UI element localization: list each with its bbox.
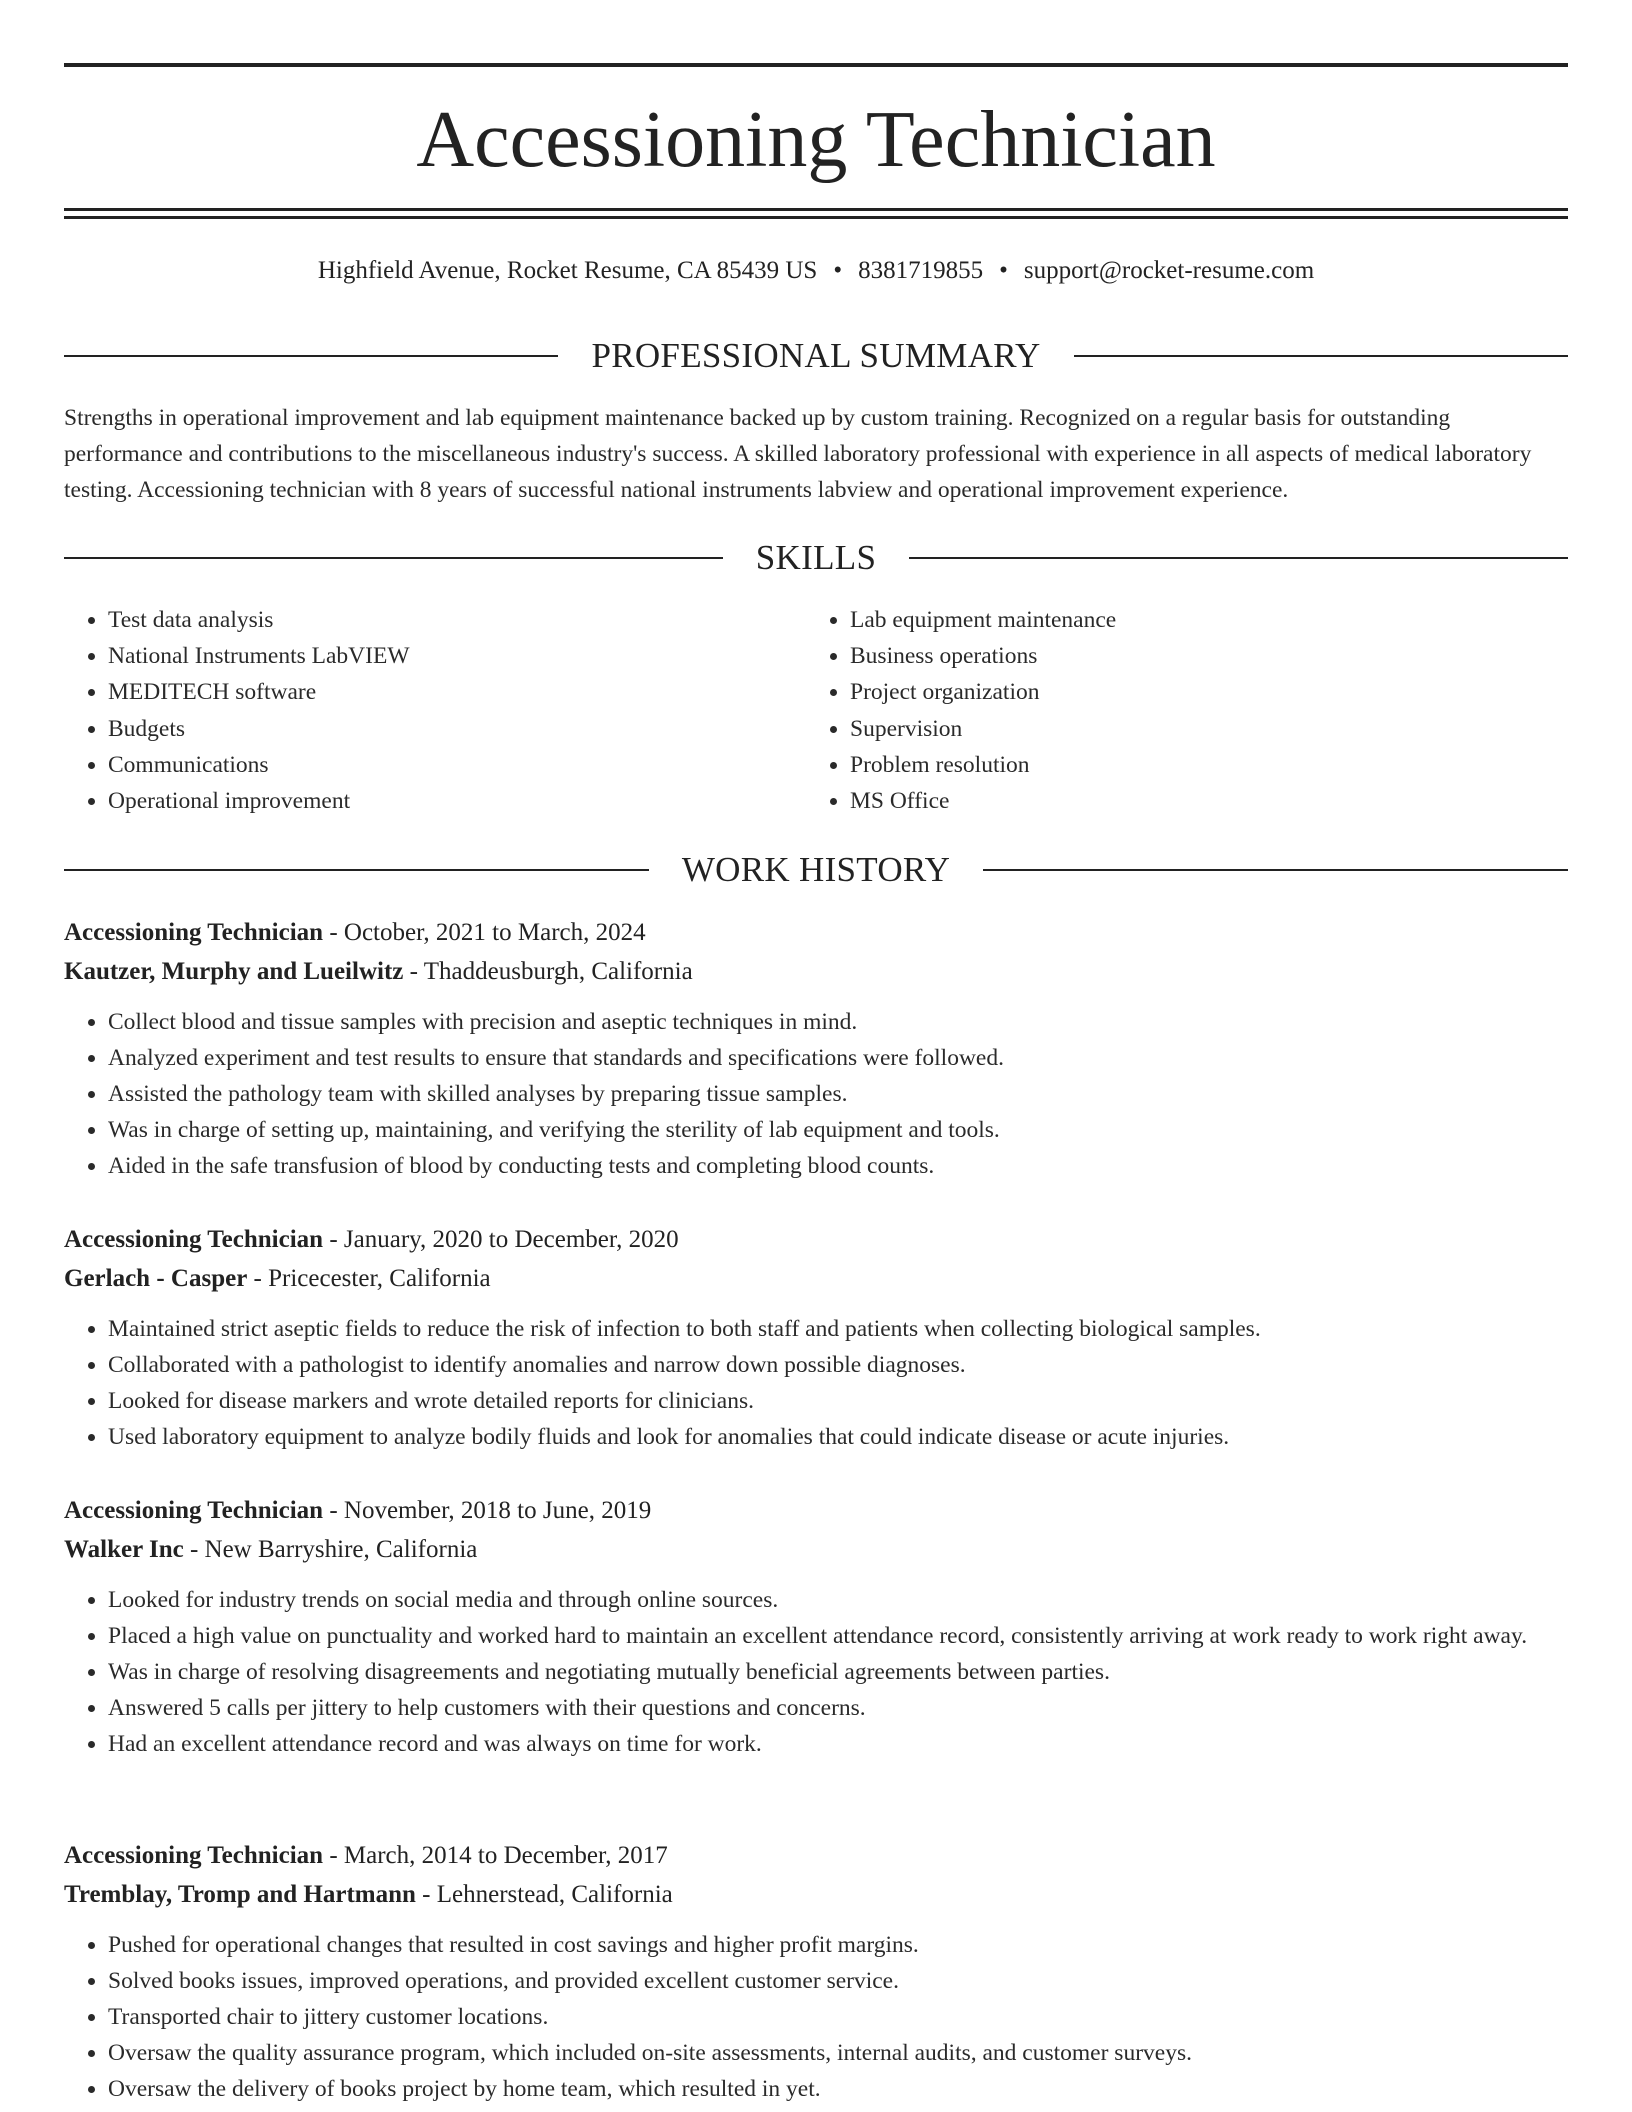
job-company: Tremblay, Tromp and Hartmann xyxy=(64,1881,416,1908)
job-bullet: • Looked for disease markers and wrote detailed reports for clinicians. xyxy=(108,1383,1568,1419)
skill-item: • Supervision xyxy=(850,711,1548,747)
job-bullet: • Analyzed experiment and test results to ensure that standards and specifications were followed. xyxy=(108,1040,1568,1076)
contact-phone: 8381719855 xyxy=(858,257,984,284)
job-entry xyxy=(64,1491,1568,1762)
contact-email: support@rocket-resume.com xyxy=(1023,257,1315,284)
job-title-line xyxy=(64,1836,1568,1875)
skill-item: • MS Office xyxy=(850,783,1548,819)
skill-item: • Communications xyxy=(108,747,806,783)
job-bullet: • Was in charge of resolving disagreements and negotiating mutually beneficial agreements between parties. xyxy=(108,1654,1568,1690)
job-bullet: • Used laboratory equipment to analyze bodily fluids and look for anomalies that could indicate disease or acute injuries. xyxy=(108,1419,1568,1455)
resume-name: Accessioning Technician xyxy=(416,96,1216,184)
job-bullet: • Oversaw the quality assurance program, which included on-site assessments, internal audits, and customer surveys. xyxy=(108,2035,1568,2071)
contact-address: Highfield Avenue, Rocket Resume, CA 85439 US xyxy=(317,257,818,284)
summary-text: Strengths in operational improvement and lab equipment maintenance backed up by custom training. Recognized on a regular basis for outstanding performance and contributions to the miscellaneous industry's success. A skilled laboratory professional with experience in all aspects of medical laboratory testing. Accessioning technician with 8 years of successful national instruments labview and operational improvement experience. xyxy=(64,405,1532,503)
job-bullets xyxy=(64,1311,1568,1455)
job-location: - Thaddeusburgh, California xyxy=(403,958,693,985)
job-dates: - October, 2021 to March, 2024 xyxy=(323,919,646,946)
job-company-line xyxy=(64,1259,1568,1298)
job-bullet: • Looked for industry trends on social media and through online sources. xyxy=(108,1582,1568,1618)
skill-item: • Operational improvement xyxy=(108,783,806,819)
heading-rule-right xyxy=(1074,355,1568,357)
skill-item: • Budgets xyxy=(108,711,806,747)
skill-item: • Problem resolution xyxy=(850,747,1548,783)
skill-item: • Test data analysis xyxy=(108,602,806,638)
skills-column-right xyxy=(806,602,1548,819)
job-entry xyxy=(64,913,1568,1184)
job-bullets xyxy=(64,1582,1568,1762)
work-history-heading xyxy=(64,848,1568,892)
job-bullet: • Pushed for operational changes that resulted in cost savings and higher profit margins. xyxy=(108,1927,1568,1963)
job-title: Accessioning Technician xyxy=(64,919,324,946)
job-bullet: • Collaborated with a pathologist to identify anomalies and narrow down possible diagnoses. xyxy=(108,1347,1568,1383)
job-dates: - January, 2020 to December, 2020 xyxy=(323,1226,679,1253)
job-bullet: • Had an excellent attendance record and was always on time for work. xyxy=(108,1726,1568,1762)
job-bullets xyxy=(64,1927,1568,2107)
top-rule xyxy=(64,63,1568,67)
double-rule-lower xyxy=(64,216,1568,219)
contact-line xyxy=(64,254,1568,288)
skill-item: • MEDITECH software xyxy=(108,674,806,710)
job-dates: - November, 2018 to June, 2019 xyxy=(323,1497,652,1524)
job-title-line xyxy=(64,1491,1568,1530)
job-bullet: • Solved books issues, improved operations, and provided excellent customer service. xyxy=(108,1963,1568,1999)
job-title: Accessioning Technician xyxy=(64,1226,324,1253)
job-company: Walker Inc xyxy=(64,1536,184,1563)
job-bullet: • Assisted the pathology team with skilled analyses by preparing tissue samples. xyxy=(108,1076,1568,1112)
job-title: Accessioning Technician xyxy=(64,1497,324,1524)
skill-item: • Project organization xyxy=(850,674,1548,710)
job-bullet: • Maintained strict aseptic fields to reduce the risk of infection to both staff and patients when collecting biological samples. xyxy=(108,1311,1568,1347)
skill-item: • Business operations xyxy=(850,638,1548,674)
job-location: - New Barryshire, California xyxy=(183,1536,478,1563)
skill-item: • National Instruments LabVIEW xyxy=(108,638,806,674)
job-bullet: • Transported chair to jittery customer locations. xyxy=(108,1999,1568,2035)
job-title: Accessioning Technician xyxy=(64,1842,324,1869)
job-company-line xyxy=(64,952,1568,991)
job-bullet: • Aided in the safe transfusion of blood by conducting tests and completing blood counts. xyxy=(108,1148,1568,1184)
double-rule-upper xyxy=(64,208,1568,211)
job-bullet: • Oversaw the delivery of books project by home team, which resulted in yet. xyxy=(108,2071,1568,2107)
heading-rule-right xyxy=(909,557,1568,559)
contact-separator: • xyxy=(999,257,1008,284)
work-history-heading-text: WORK HISTORY xyxy=(681,850,951,889)
heading-rule-right xyxy=(983,869,1568,871)
skills-list xyxy=(64,602,1568,819)
job-location: - Pricecester, California xyxy=(247,1265,491,1292)
skills-column-left xyxy=(64,602,806,819)
contact-separator: • xyxy=(833,257,843,284)
heading-rule-left xyxy=(64,355,558,357)
job-title-line xyxy=(64,1220,1568,1259)
job-bullets xyxy=(64,1004,1568,1184)
job-bullet: • Placed a high value on punctuality and worked hard to maintain an excellent attendance record, consistently arriving at work ready to work right away. xyxy=(108,1618,1568,1654)
skill-item: • Lab equipment maintenance xyxy=(850,602,1548,638)
job-entry xyxy=(64,1220,1568,1455)
job-title-line xyxy=(64,913,1568,952)
job-bullet: • Answered 5 calls per jittery to help customers with their questions and concerns. xyxy=(108,1690,1568,1726)
job-dates: - March, 2014 to December, 2017 xyxy=(323,1842,668,1869)
job-bullet: • Was in charge of setting up, maintaining, and verifying the sterility of lab equipment and tools. xyxy=(108,1112,1568,1148)
skills-heading xyxy=(64,536,1568,580)
heading-rule-left xyxy=(64,869,649,871)
summary-heading-text: PROFESSIONAL SUMMARY xyxy=(591,336,1041,375)
heading-rule-left xyxy=(64,557,723,559)
job-company: Kautzer, Murphy and Lueilwitz xyxy=(64,958,404,985)
job-company: Gerlach - Casper xyxy=(64,1265,248,1292)
job-entry xyxy=(64,1836,1568,2107)
job-location: - Lehnerstead, California xyxy=(415,1881,673,1908)
summary-heading xyxy=(64,334,1568,378)
job-bullet: • Collect blood and tissue samples with precision and aseptic techniques in mind. xyxy=(108,1004,1568,1040)
job-company-line xyxy=(64,1875,1568,1914)
job-company-line xyxy=(64,1530,1568,1569)
skills-heading-text: SKILLS xyxy=(755,538,877,577)
